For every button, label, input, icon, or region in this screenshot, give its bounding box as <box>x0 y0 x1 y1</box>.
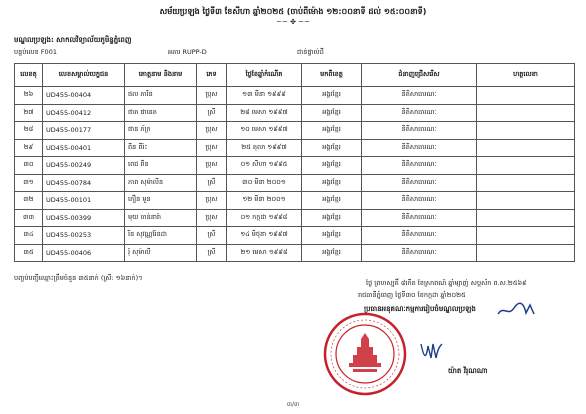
cell-signature <box>477 209 575 227</box>
signer-role: ប្រធានអនុគណៈកម្មការរៀបចំមណ្ឌលប្រឡង <box>364 305 476 313</box>
cell-name: រុំ សុម៉ាលី <box>125 244 197 262</box>
cell-dob: ២៨ មេសា ១៩៩៧ <box>227 104 302 122</box>
floor-name: ជាន់ផ្ទាល់ដី <box>297 48 324 56</box>
cell-candidate-id: UD455-00404 <box>43 87 125 105</box>
cell-sex: ប្រុស <box>197 209 227 227</box>
col-header-sex: ភេទ <box>197 64 227 87</box>
cell-name: រិន សុវណ្ណរ៉ែនដា <box>125 227 197 245</box>
cell-major: និតិសាធារណៈ <box>362 139 477 157</box>
cell-signature <box>477 122 575 140</box>
cell-seat: ២៩ <box>15 139 43 157</box>
table-row <box>15 227 575 245</box>
title-ornament: ~~ ✤ ~~ <box>276 18 310 26</box>
lunar-date: ថ្ងៃ ព្រហស្បតិ៍ ៨កើត ខែស្រាពណ៍ ឆ្នាំម្សាញ់ សប្តស័ក ព.ស.២៥៦៩ <box>366 279 527 287</box>
table-row <box>15 157 575 175</box>
cell-candidate-id: UD455-00101 <box>43 192 125 210</box>
cell-signature <box>477 244 575 262</box>
document-title: សម័យប្រឡង ថ្ងៃទី៣ ខែសីហា ឆ្នាំ២០២៥ (ចាប់ពីម៉ោង ១២:០០នាទី ដល់ ១៥:០០នាទី) <box>159 7 427 16</box>
cell-candidate-id: UD455-00406 <box>43 244 125 262</box>
page-number: ៣/៣ <box>286 401 300 408</box>
cell-major: និតិសាធារណៈ <box>362 227 477 245</box>
cell-major: និតិសាធារណៈ <box>362 122 477 140</box>
cell-seat: ៣៣ <box>15 209 43 227</box>
cell-dob: ១២ មីនា ២០០១ <box>227 192 302 210</box>
col-header-id: លេខសម្គាល់បេក្ខជន <box>43 64 125 87</box>
cell-signature <box>477 104 575 122</box>
table-row <box>15 209 575 227</box>
cell-sex: ប្រុស <box>197 157 227 175</box>
table-row <box>15 174 575 192</box>
cell-dob: ២១ មេសា ១៩៩៨ <box>227 244 302 262</box>
cell-name: ពីន ពីរ៉ះ <box>125 139 197 157</box>
cell-sex: ប្រុស <box>197 87 227 105</box>
cell-name: ផាន ភ័ក្រ <box>125 122 197 140</box>
top-signature <box>496 302 538 318</box>
cell-signature <box>477 139 575 157</box>
table-header-row <box>15 64 575 87</box>
cell-name: ភាព សុម៉ាលីន <box>125 174 197 192</box>
solar-date: រាជធានីភ្នំពេញ ថ្ងៃទី៣០ ខែកក្កដា ឆ្នាំ២០២៥ <box>358 291 466 299</box>
cell-dob: ៣០ មីនា ២០០១ <box>227 174 302 192</box>
exam-center: មណ្ឌលប្រឡង: សាកលវិទ្យាល័យភូមិន្ទភ្នំពេញ <box>14 36 132 44</box>
cell-from: អង្គរខ្មែរ <box>302 157 362 175</box>
cell-from: អង្គរខ្មែរ <box>302 244 362 262</box>
cell-candidate-id: UD455-00253 <box>43 227 125 245</box>
cell-sex: ប្រុស <box>197 192 227 210</box>
cell-signature <box>477 174 575 192</box>
table-row <box>15 104 575 122</box>
cell-major: និតិសាធារណៈ <box>362 174 477 192</box>
cell-seat: ២៦ <box>15 87 43 105</box>
table-row <box>15 139 575 157</box>
cell-signature <box>477 227 575 245</box>
candidate-table <box>14 63 575 262</box>
col-header-dob: ថ្ងៃខែឆ្នាំកំណើត <box>227 64 302 87</box>
table-row <box>15 244 575 262</box>
cell-from: អង្គរខ្មែរ <box>302 174 362 192</box>
cell-dob: ១៣ មីនា ១៩៩៩ <box>227 87 302 105</box>
cell-dob: ០១ កក្កដា ១៩៩៨ <box>227 209 302 227</box>
cell-sex: ប្រុស <box>197 139 227 157</box>
cell-sex: ស្រី <box>197 244 227 262</box>
col-header-major: ជំនាញជ្រើសរើស <box>362 64 477 87</box>
cell-seat: ២៨ <box>15 122 43 140</box>
cell-name: ផាត ផានេត <box>125 104 197 122</box>
cell-signature <box>477 157 575 175</box>
cell-dob: ០១ សីហា ១៩៩៥ <box>227 157 302 175</box>
cell-candidate-id: UD455-00177 <box>43 122 125 140</box>
cell-name: ភឿន មួន <box>125 192 197 210</box>
table-row <box>15 87 575 105</box>
table-row <box>15 122 575 140</box>
cell-signature <box>477 192 575 210</box>
cell-seat: ២៧ <box>15 104 43 122</box>
cell-dob: ១៤ មិថុនា ១៩៩៧ <box>227 227 302 245</box>
cell-candidate-id: UD455-00401 <box>43 139 125 157</box>
building-name: អគារ RUPP-D <box>168 48 207 56</box>
cell-seat: ៣១ <box>15 174 43 192</box>
cell-major: និតិសាធារណៈ <box>362 209 477 227</box>
cell-seat: ៣០ <box>15 157 43 175</box>
cell-sex: ស្រី <box>197 174 227 192</box>
cell-from: អង្គរខ្មែរ <box>302 87 362 105</box>
col-header-from: មកពីខេត្ត <box>302 64 362 87</box>
col-header-seat: លេខតុ <box>15 64 43 87</box>
cell-from: អង្គរខ្មែរ <box>302 122 362 140</box>
cell-major: និតិសាធារណៈ <box>362 244 477 262</box>
cell-name: ផល ភារិន <box>125 87 197 105</box>
cell-candidate-id: UD455-00784 <box>43 174 125 192</box>
cell-major: និតិសាធារណៈ <box>362 104 477 122</box>
cell-name: ពេជ ពីន <box>125 157 197 175</box>
cell-dob: ២៥ តុលា ១៩៩៧ <box>227 139 302 157</box>
col-header-name: គោត្តនាម និងនាម <box>125 64 197 87</box>
cell-from: អង្គរខ្មែរ <box>302 209 362 227</box>
cell-sex: ស្រី <box>197 227 227 245</box>
cell-name: មុយ ចាន់នារ៉ា <box>125 209 197 227</box>
signer-name: យ៉ាត វិរុណណា <box>448 367 488 375</box>
candidate-tally: បញ្ចប់បញ្ជីឈ្មោះត្រឹមចំនួន ៣៥នាក់ (ស្រី: ១៦នាក់)។ <box>14 274 143 282</box>
cell-dob: ១០ មេសា ១៩៩៧ <box>227 122 302 140</box>
cell-candidate-id: UD455-00399 <box>43 209 125 227</box>
cell-from: អង្គរខ្មែរ <box>302 104 362 122</box>
cell-candidate-id: UD455-00412 <box>43 104 125 122</box>
cell-from: អង្គរខ្មែរ <box>302 139 362 157</box>
table-row <box>15 192 575 210</box>
main-signature <box>418 340 444 362</box>
cell-from: អង្គរខ្មែរ <box>302 227 362 245</box>
cell-signature <box>477 87 575 105</box>
cell-sex: ប្រុស <box>197 122 227 140</box>
cell-seat: ៣៤ <box>15 227 43 245</box>
cell-major: និតិសាធារណៈ <box>362 87 477 105</box>
cell-seat: ៣៥ <box>15 244 43 262</box>
cell-sex: ស្រី <box>197 104 227 122</box>
cell-major: និតិសាធារណៈ <box>362 157 477 175</box>
cell-candidate-id: UD455-00249 <box>43 157 125 175</box>
official-seal <box>322 311 408 397</box>
room-number: បន្ទប់លេខ F001 <box>14 48 57 56</box>
cell-major: និតិសាធារណៈ <box>362 192 477 210</box>
cell-seat: ៣២ <box>15 192 43 210</box>
cell-from: អង្គរខ្មែរ <box>302 192 362 210</box>
col-header-signature: ហត្ថលេខា <box>477 64 575 87</box>
